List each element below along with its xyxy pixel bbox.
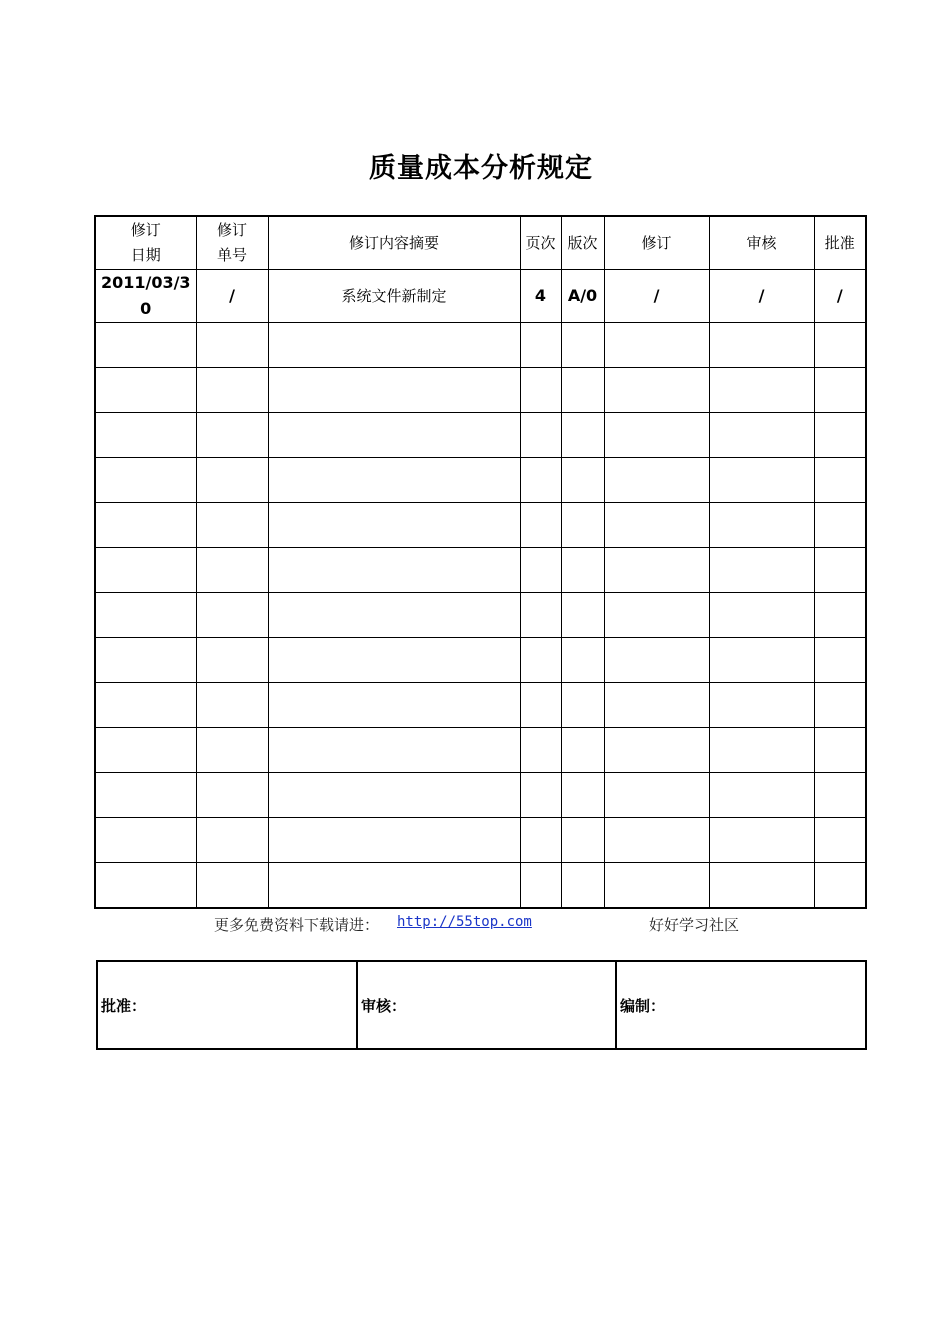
table-row [95, 548, 866, 593]
empty-cell[interactable] [814, 773, 866, 818]
empty-cell[interactable] [709, 683, 814, 728]
empty-cell[interactable] [196, 818, 268, 863]
footer [0, 914, 950, 936]
empty-cell[interactable] [814, 368, 866, 413]
empty-cell[interactable] [814, 503, 866, 548]
empty-cell[interactable] [814, 683, 866, 728]
empty-cell[interactable] [95, 368, 196, 413]
empty-cell[interactable] [814, 728, 866, 773]
empty-cell[interactable] [268, 683, 520, 728]
empty-cell[interactable] [520, 503, 561, 548]
empty-cell[interactable] [709, 323, 814, 368]
empty-cell[interactable] [604, 503, 709, 548]
empty-cell[interactable] [196, 458, 268, 503]
empty-cell[interactable] [709, 728, 814, 773]
empty-cell[interactable] [520, 458, 561, 503]
empty-cell[interactable] [196, 638, 268, 683]
empty-cell[interactable] [520, 413, 561, 458]
empty-cell[interactable] [95, 638, 196, 683]
empty-cell[interactable] [95, 413, 196, 458]
empty-cell[interactable] [561, 728, 604, 773]
empty-cell[interactable] [268, 458, 520, 503]
empty-cell[interactable] [561, 458, 604, 503]
table-row [95, 503, 866, 548]
cell-version: A/0 [561, 270, 604, 323]
empty-cell[interactable] [814, 638, 866, 683]
signoff-table [96, 960, 867, 1050]
empty-cell[interactable] [814, 818, 866, 863]
cell-revise: / [604, 270, 709, 323]
table-row [95, 773, 866, 818]
approve-cell[interactable]: 批准： [97, 961, 357, 1049]
document-title: 质量成本分析规定 [369, 153, 593, 184]
empty-cell[interactable] [520, 323, 561, 368]
header-version: 版次 [561, 216, 604, 270]
empty-cell[interactable] [604, 413, 709, 458]
table-row [95, 818, 866, 863]
empty-cell[interactable] [604, 593, 709, 638]
table-row [95, 368, 866, 413]
empty-cell[interactable] [268, 368, 520, 413]
empty-cell[interactable] [814, 593, 866, 638]
prepare-cell[interactable]: 编制： [616, 961, 866, 1049]
empty-cell[interactable] [604, 863, 709, 909]
table-row [95, 683, 866, 728]
empty-cell[interactable] [196, 503, 268, 548]
table-row [95, 413, 866, 458]
empty-cell[interactable] [95, 503, 196, 548]
empty-cell[interactable] [709, 818, 814, 863]
header-revision-order: 修订 单号 [196, 216, 268, 270]
empty-cell[interactable] [95, 818, 196, 863]
header-page: 页次 [520, 216, 561, 270]
empty-cell[interactable] [709, 593, 814, 638]
empty-cell[interactable] [196, 323, 268, 368]
empty-cell[interactable] [95, 458, 196, 503]
table-row [95, 270, 866, 323]
empty-cell[interactable] [520, 773, 561, 818]
empty-cell[interactable] [95, 773, 196, 818]
empty-cell[interactable] [268, 818, 520, 863]
empty-cell[interactable] [561, 323, 604, 368]
cell-page: 4 [520, 270, 561, 323]
empty-cell[interactable] [604, 638, 709, 683]
empty-cell[interactable] [520, 593, 561, 638]
empty-cell[interactable] [814, 458, 866, 503]
header-revise: 修订 [604, 216, 709, 270]
empty-cell[interactable] [95, 683, 196, 728]
cell-date: 2011/03/30 [95, 270, 196, 323]
empty-cell[interactable] [604, 368, 709, 413]
empty-cell[interactable] [561, 818, 604, 863]
empty-cell[interactable] [561, 773, 604, 818]
empty-cell[interactable] [95, 548, 196, 593]
empty-cell[interactable] [95, 593, 196, 638]
empty-cell[interactable] [709, 863, 814, 909]
header-row [95, 216, 866, 270]
empty-cell[interactable] [268, 413, 520, 458]
empty-cell[interactable] [268, 323, 520, 368]
empty-cell[interactable] [814, 413, 866, 458]
empty-cell[interactable] [561, 548, 604, 593]
revision-table [94, 215, 867, 909]
empty-cell[interactable] [196, 863, 268, 909]
empty-cell[interactable] [604, 818, 709, 863]
header-review: 审核 [709, 216, 814, 270]
table-row [95, 458, 866, 503]
empty-cell[interactable] [709, 548, 814, 593]
empty-cell[interactable] [520, 548, 561, 593]
footer-link[interactable]: http://55top.com [397, 914, 532, 930]
empty-cell[interactable] [709, 368, 814, 413]
cell-review: / [709, 270, 814, 323]
empty-cell[interactable] [604, 323, 709, 368]
empty-cell[interactable] [268, 728, 520, 773]
empty-cell[interactable] [561, 863, 604, 909]
header-revision-date: 修订 日期 [95, 216, 196, 270]
empty-cell[interactable] [709, 413, 814, 458]
empty-cell[interactable] [604, 683, 709, 728]
empty-cell[interactable] [604, 458, 709, 503]
empty-cell[interactable] [561, 593, 604, 638]
empty-cell[interactable] [196, 368, 268, 413]
empty-cell[interactable] [520, 638, 561, 683]
cell-order: / [196, 270, 268, 323]
empty-cell[interactable] [95, 728, 196, 773]
empty-cell[interactable] [709, 503, 814, 548]
table-row [95, 863, 866, 909]
table-row [95, 593, 866, 638]
empty-cell[interactable] [520, 818, 561, 863]
table-row [95, 638, 866, 683]
empty-cell[interactable] [520, 728, 561, 773]
empty-cell[interactable] [604, 728, 709, 773]
empty-cell[interactable] [268, 503, 520, 548]
empty-cell[interactable] [196, 548, 268, 593]
empty-cell[interactable] [196, 728, 268, 773]
footer-more-text: 更多免费资料下载请进： [214, 916, 380, 934]
empty-cell[interactable] [604, 773, 709, 818]
table-row [95, 323, 866, 368]
empty-cell[interactable] [561, 368, 604, 413]
header-approve: 批准 [814, 216, 866, 270]
review-cell[interactable]: 审核： [357, 961, 616, 1049]
empty-cell[interactable] [196, 413, 268, 458]
empty-cell[interactable] [268, 863, 520, 909]
cell-summary: 系统文件新制定 [268, 270, 520, 323]
empty-cell[interactable] [709, 638, 814, 683]
empty-cell[interactable] [268, 773, 520, 818]
empty-cell[interactable] [561, 683, 604, 728]
empty-cell[interactable] [709, 773, 814, 818]
cell-approve: / [814, 270, 866, 323]
empty-cell[interactable] [520, 368, 561, 413]
empty-cell[interactable] [95, 323, 196, 368]
empty-cell[interactable] [268, 548, 520, 593]
empty-cell[interactable] [196, 773, 268, 818]
empty-cell[interactable] [814, 548, 866, 593]
empty-cell[interactable] [196, 593, 268, 638]
empty-cell[interactable] [709, 458, 814, 503]
empty-cell[interactable] [95, 863, 196, 909]
empty-cell[interactable] [604, 548, 709, 593]
footer-community: 好好学习社区 [649, 916, 740, 934]
empty-cell[interactable] [561, 413, 604, 458]
empty-cell[interactable] [196, 683, 268, 728]
empty-cell[interactable] [520, 863, 561, 909]
empty-cell[interactable] [814, 323, 866, 368]
header-summary: 修订内容摘要 [268, 216, 520, 270]
empty-cell[interactable] [268, 638, 520, 683]
empty-cell[interactable] [268, 593, 520, 638]
empty-cell[interactable] [814, 863, 866, 909]
empty-cell[interactable] [520, 683, 561, 728]
signoff-row [97, 961, 866, 1049]
empty-cell[interactable] [561, 638, 604, 683]
table-row [95, 728, 866, 773]
empty-cell[interactable] [561, 503, 604, 548]
